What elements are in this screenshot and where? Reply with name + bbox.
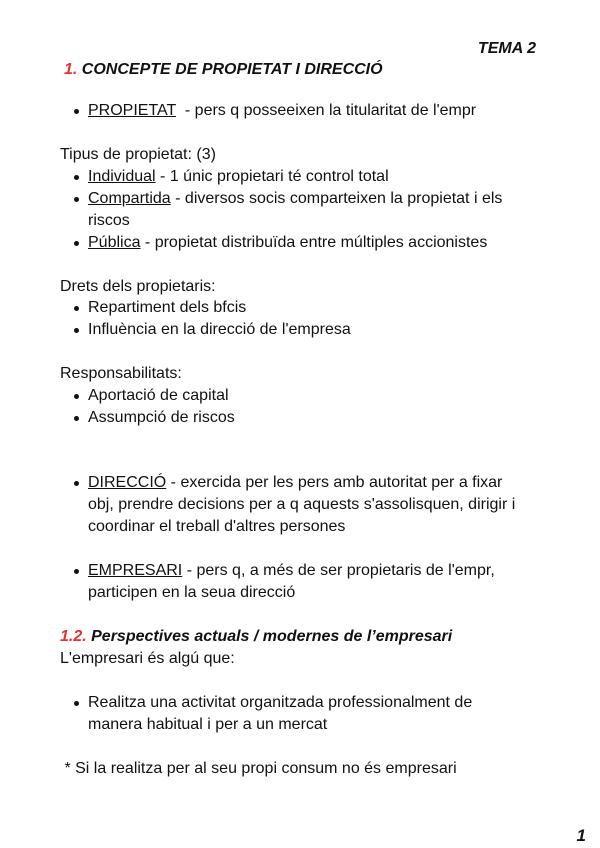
activitat-item: Realitza una activitat organitzada professionalment de [88,692,472,714]
topic-label: TEMA 2 [477,40,536,57]
direccio-cont: coordinar el treball d'altres persones [88,518,346,535]
section-1-2-heading [60,626,452,648]
tipus-item-compartida-cont: riscos [88,212,130,229]
section-1-2-title: Perspectives actuals / modernes de l’empresari [86,628,453,645]
tipus-heading: Tipus de propietat: (3) [60,146,216,163]
tipus-def: - diversos socis comparteixen la propietat i els [170,190,503,207]
tipus-item-compartida [88,188,502,210]
tipus-def: - propietat distribuïda entre múltiples accionistes [140,234,488,251]
tipus-item-individual [88,166,389,188]
direccio-def: - exercida per les pers amb autoritat per a fixar [166,474,503,491]
direccio-cont: obj, prendre decisions per a q aquests s'assolisquen, dirigir i [88,496,516,513]
drets-heading: Drets dels propietaris: [60,278,216,295]
empresari-def: - pers q, a més de ser propietaris de l'empr, [182,562,495,579]
responsabilitats-item: Assumpció de riscos [88,407,235,429]
section-1-2-number: 1.2. [60,628,87,645]
section-1-2-intro: L'empresari és algú que: [60,650,235,667]
responsabilitats-item: Aportació de capital [88,385,229,407]
tipus-item-publica [88,232,487,254]
section-1-heading [64,61,383,79]
activitat-cont: manera habitual i per a un mercat [88,716,328,733]
empresari-cont: participen en la seua direcció [88,584,296,601]
section-1-title: CONCEPTE DE PROPIETAT I DIRECCIÓ [81,61,383,78]
empresari-item [88,560,495,582]
tipus-term: Compartida [88,190,171,207]
direccio-term: DIRECCIÓ [88,474,167,491]
tipus-term: Pública [88,234,141,251]
page-number: 1 [576,826,586,845]
drets-item: Repartiment dels bfcis [88,297,246,319]
section-1-number: 1. [64,61,78,78]
responsabilitats-heading: Responsabilitats: [60,365,182,382]
empresari-term: EMPRESARI [88,562,183,579]
propietat-def: - pers q posseeixen la titularitat de l'empr [176,102,477,119]
footnote: * Si la realitza per al seu propi consum no és empresari [60,760,457,777]
drets-item: Influència en la direcció de l'empresa [88,319,351,341]
propietat-item [88,100,476,122]
direccio-item [88,472,502,494]
tipus-def: - 1 únic propietari té control total [155,168,389,185]
tipus-term: Individual [88,168,156,185]
propietat-term: PROPIETAT [88,102,177,119]
